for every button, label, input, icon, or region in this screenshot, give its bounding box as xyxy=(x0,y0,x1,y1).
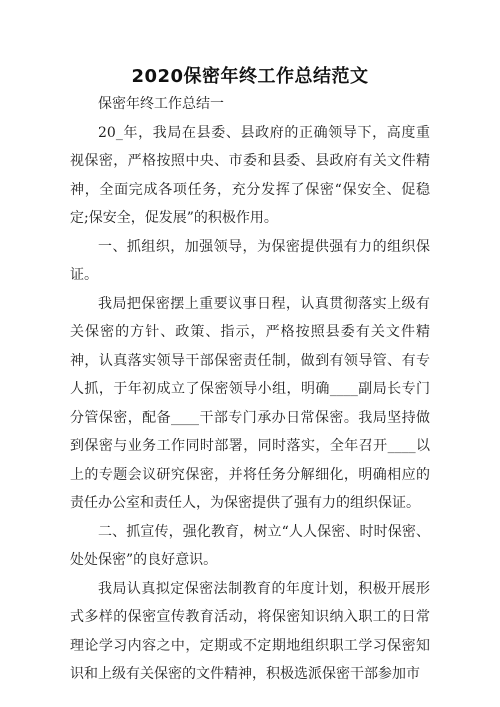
section-heading-1: 一、抓组织，加强领导，为保密提供强有力的组织保证。 xyxy=(70,238,430,283)
document-body xyxy=(70,90,430,689)
section-heading-2: 二、抓宣传，强化教育，树立“人人保密、时时保密、处处保密”的良好意识。 xyxy=(70,523,430,568)
document-title: 2020保密年终工作总结范文 xyxy=(131,66,369,87)
section-body-1: 我局把保密摆上重要议事日程，认真贯彻落实上级有关保密的方针、政策、指示，严格按照县委有关文件精神，认真落实领导干部保密责任制，做到有领导管、有专人抓，于年初成立了保密领导小组，明确____副局长专门分管保密，配备____干部专门承办日常保密。我局坚持做到保密与业务工作同时部署，同时落实，全年召开____以上的专题会议研究保密，并将任务分解细化，明确相应的责任办公室和责任人，为保密提供了强有力的组织保证。 xyxy=(70,295,430,511)
intro-paragraph: 20_年，我局在县委、县政府的正确领导下，高度重视保密，严格按照中央、市委和县委、县政府有关文件精神，全面完成各项任务，充分发挥了保密“保安全、促稳定;保安全，促发展”的积极作用。 xyxy=(70,124,430,226)
section-body-2: 我局认真拟定保密法制教育的年度计划，积极开展形式多样的保密宣传教育活动，将保密知识纳入职工的日常理论学习内容之中，定期或不定期地组织职工学习保密知识和上级有关保密的文件精神，积极选派保密干部参加市 xyxy=(70,580,430,682)
subtitle-paragraph: 保密年终工作总结一 xyxy=(98,96,224,112)
